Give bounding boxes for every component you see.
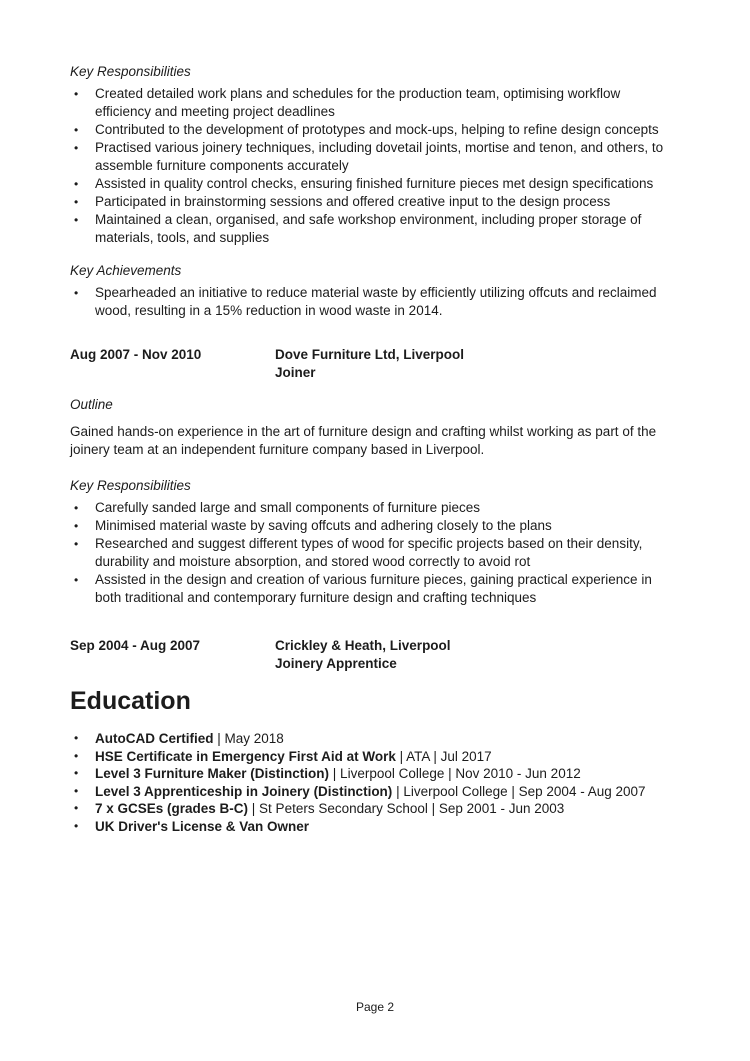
- job2-header: [70, 346, 680, 382]
- bullet-icon: •: [74, 731, 79, 745]
- education-item-details: | Liverpool College | Sep 2004 - Aug 2007: [392, 783, 646, 799]
- bullet-text: Assisted in quality control checks, ensuring finished furniture pieces met design specifications: [95, 176, 654, 191]
- education-item-title: 7 x GCSEs (grades B-C): [95, 801, 249, 817]
- education-section: [70, 687, 680, 836]
- bullet-text: Assisted in the design and creation of various furniture pieces, gaining practical experience in both traditional and contemporary furniture design and crafting techniques: [95, 572, 652, 605]
- bullet-text: Researched and suggest different types of wood for specific projects based on their density, durability and moisture absorption, and stored wood correctly to avoid rot: [95, 536, 643, 569]
- bullet-icon: •: [74, 519, 79, 533]
- education-item: [70, 783, 680, 801]
- education-item: [70, 730, 680, 748]
- bullet-text: Created detailed work plans and schedules for the production team, optimising workflow efficiency and meeting project deadlines: [95, 86, 621, 119]
- job2-responsibility-item: [70, 499, 680, 517]
- education-item-title: HSE Certificate in Emergency First Aid at Work: [95, 748, 396, 764]
- bullet-icon: •: [74, 766, 79, 781]
- job1-responsibility-item: [70, 121, 680, 139]
- education-item-text: [95, 800, 680, 818]
- job3-dates: Sep 2004 - Aug 2007: [70, 638, 201, 653]
- job2-responsibility-item: [70, 517, 680, 535]
- bullet-icon: •: [74, 141, 79, 155]
- job3-company-title: [275, 637, 680, 673]
- job1-key-achievements-heading: Key Achievements: [70, 263, 182, 278]
- education-item-title: Level 3 Apprenticeship in Joinery (Distinction): [95, 783, 393, 799]
- education-item: [70, 748, 680, 766]
- education-item-text: [95, 730, 680, 748]
- bullet-icon: •: [74, 195, 79, 209]
- education-item-title: AutoCAD Certified: [95, 731, 214, 746]
- bullet-icon: •: [74, 801, 79, 816]
- job1-continuation-section: [70, 63, 680, 320]
- job2-key-responsibilities-heading: Key Responsibilities: [70, 478, 191, 493]
- job3-section: [70, 637, 680, 673]
- job1-key-responsibilities-heading: Key Responsibilities: [70, 64, 191, 79]
- job1-achievement-item: [70, 284, 680, 320]
- bullet-icon: •: [74, 783, 79, 798]
- job2-dates: Aug 2007 - Nov 2010: [70, 347, 202, 362]
- bullet-icon: •: [74, 213, 79, 227]
- job1-responsibilities-list: [70, 85, 680, 247]
- education-item-details: | St Peters Secondary School | Sep 2001 - Jun 2003: [248, 801, 565, 817]
- bullet-icon: •: [74, 501, 79, 515]
- bullet-icon: •: [74, 87, 79, 101]
- education-list: [70, 730, 680, 836]
- job2-responsibility-item: [70, 535, 680, 571]
- job2-responsibility-item: [70, 571, 680, 607]
- education-item: [70, 818, 680, 836]
- job1-responsibility-item: [70, 193, 680, 211]
- bullet-icon: •: [74, 123, 79, 137]
- bullet-text: Participated in brainstorming sessions and offered creative input to the design process: [95, 194, 611, 209]
- bullet-text: Maintained a clean, organised, and safe workshop environment, including proper storage of materials, tools, and supplies: [95, 212, 642, 245]
- job1-responsibility-item: [70, 85, 680, 121]
- bullet-icon: •: [74, 177, 79, 191]
- job1-responsibility-item: [70, 139, 680, 175]
- job2-outline-text: Gained hands-on experience in the art of furniture design and crafting whilst working as part of the joinery team at an independent furniture company based in Liverpool.: [70, 424, 657, 457]
- bullet-icon: •: [74, 573, 79, 587]
- job1-responsibility-item: [70, 211, 680, 247]
- job2-company: Dove Furniture Ltd, Liverpool: [275, 347, 465, 362]
- page-number: Page 2: [355, 1000, 395, 1014]
- education-item-text: [95, 748, 680, 766]
- education-item-text: [95, 765, 680, 783]
- job3-company: Crickley & Heath, Liverpool: [275, 638, 451, 653]
- education-heading: Education: [70, 687, 191, 715]
- bullet-text: Carefully sanded large and small components of furniture pieces: [95, 500, 480, 515]
- education-item-title: Level 3 Furniture Maker (Distinction): [95, 766, 330, 782]
- bullet-icon: •: [74, 537, 79, 551]
- job1-achievements-list: [70, 284, 680, 320]
- job2-title: Joiner: [275, 365, 316, 380]
- bullet-icon: •: [74, 286, 79, 300]
- job3-header: [70, 637, 680, 673]
- education-item-details: | Liverpool College | Nov 2010 - Jun 2012: [329, 766, 581, 782]
- bullet-text: Minimised material waste by saving offcuts and adhering closely to the plans: [95, 518, 552, 533]
- bullet-text: Practised various joinery techniques, including dovetail joints, mortise and tenon, and others, to assemble furniture components accurately: [95, 140, 664, 173]
- education-item-details: | May 2018: [213, 731, 284, 746]
- education-item-text: [95, 783, 680, 801]
- education-item: [70, 800, 680, 818]
- bullet-text: Contributed to the development of prototypes and mock-ups, helping to refine design concepts: [95, 122, 659, 137]
- job3-title: Joinery Apprentice: [275, 656, 397, 671]
- job2-outline-heading: Outline: [70, 397, 113, 412]
- education-item-title: UK Driver's License & Van Owner: [95, 818, 310, 834]
- job1-responsibility-item: [70, 175, 680, 193]
- job2-company-title: [275, 346, 680, 382]
- job2-responsibilities-list: [70, 499, 680, 607]
- education-item: [70, 765, 680, 783]
- bullet-icon: •: [74, 748, 79, 763]
- bullet-text: Spearheaded an initiative to reduce material waste by efficiently utilizing offcuts and reclaimed wood, resulting in a 15% reduction in wood waste in 2014.: [95, 285, 657, 318]
- education-item-text: [95, 818, 680, 836]
- job2-section: [70, 346, 680, 607]
- bullet-icon: •: [74, 818, 79, 833]
- education-item-details: | ATA | Jul 2017: [395, 748, 492, 764]
